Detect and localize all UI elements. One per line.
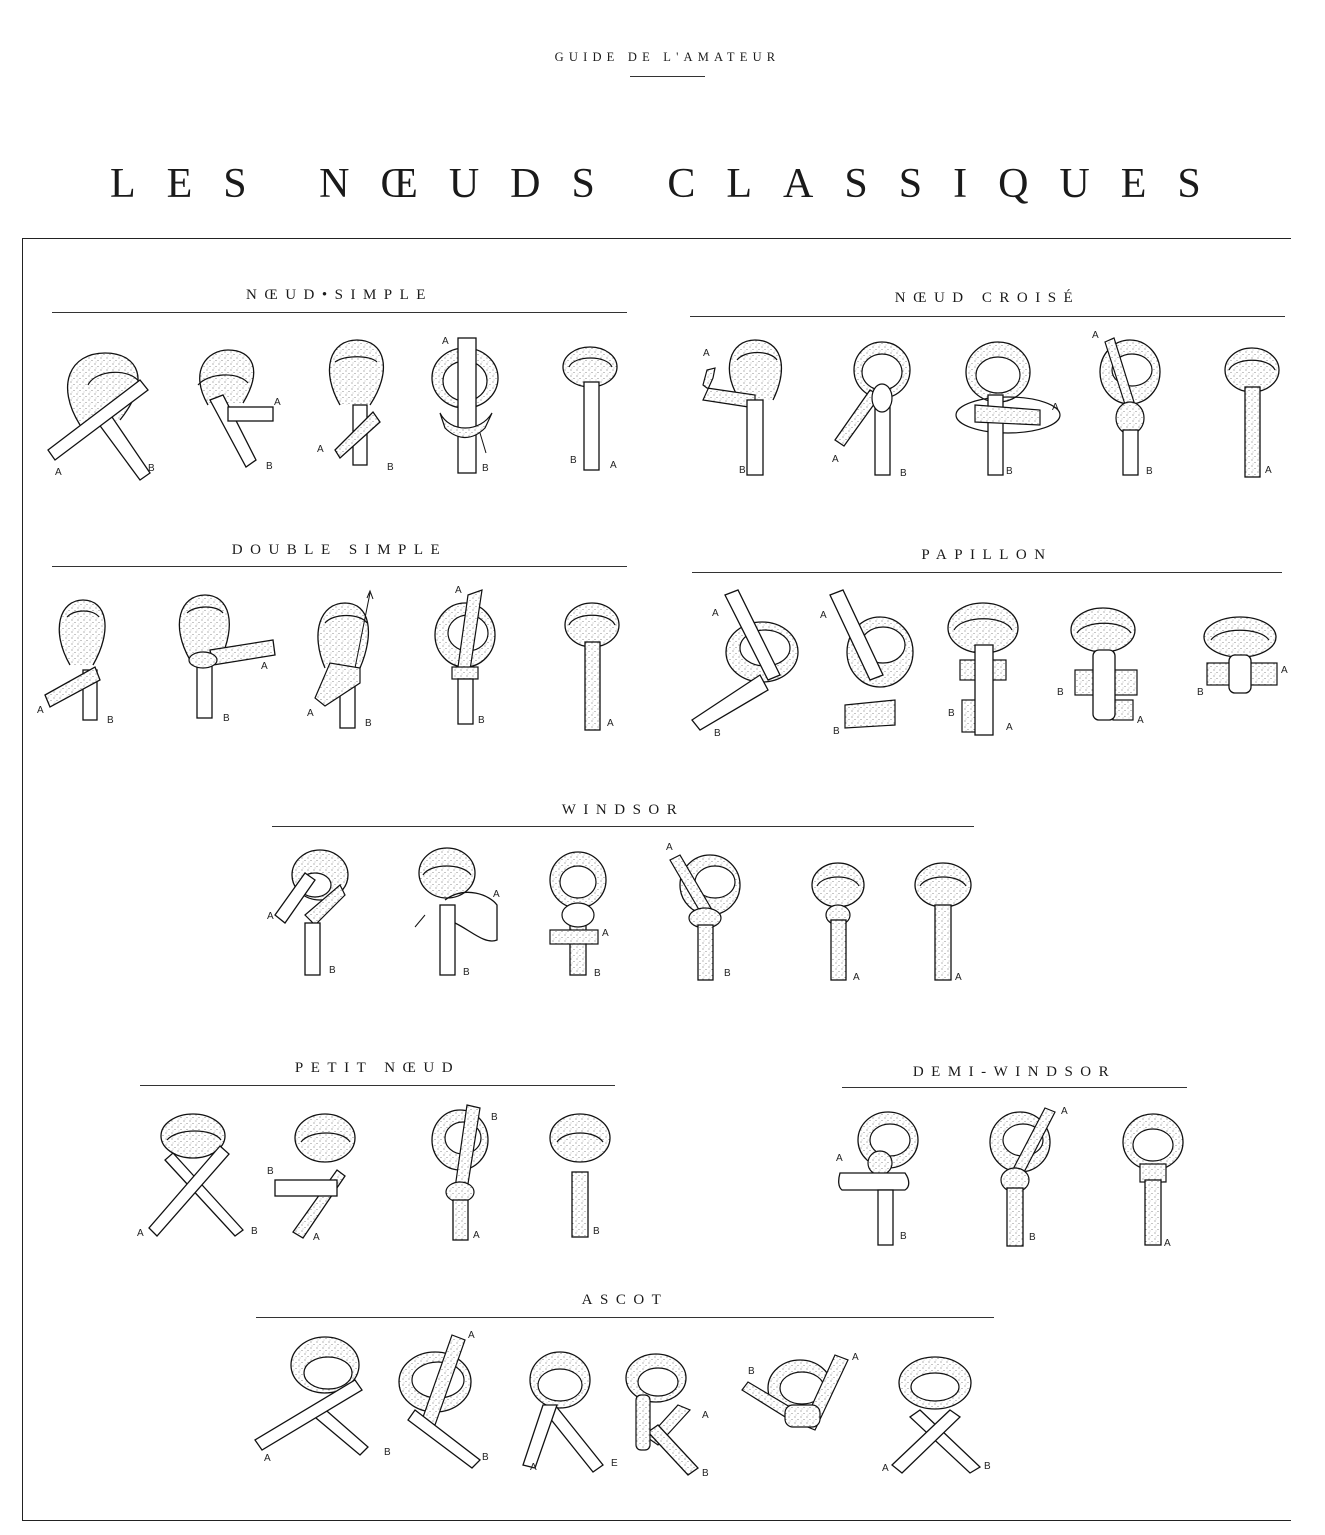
tie-diagram-ascot-step-1: A B [250, 1335, 390, 1465]
tie-diagram-papillon-step-1: A B [690, 590, 810, 740]
tie-diagram-double-simple-step-5: A [555, 600, 635, 735]
tie-diagram-noeud-croise-step-3: A B [950, 330, 1070, 480]
tie-diagram-petit-noeud-step-2: B A [265, 1110, 365, 1245]
tie-diagram-double-simple-step-1: A B [35, 595, 125, 725]
tie-diagram-windsor-step-4: A B [660, 840, 750, 985]
page-kicker: GUIDE DE L'AMATEUR [554, 50, 781, 64]
section-rule [52, 312, 627, 313]
tie-diagram-windsor-step-1: A B [265, 845, 355, 980]
page-title: LES NŒUDS CLASSIQUES [110, 161, 1232, 208]
tie-diagram-ascot-step-5: B A [740, 1350, 860, 1450]
tie-diagram-double-simple-step-4: A B [430, 585, 510, 730]
tie-diagram-papillon-step-3: B A [940, 600, 1030, 740]
tie-diagram-windsor-step-2: A B [405, 845, 510, 980]
kicker-underline [630, 76, 705, 77]
tie-diagram-noeud-croise-step-1: A B [695, 340, 805, 480]
tie-diagram-noeud-simple-step-1: A B [40, 345, 160, 485]
tie-diagram-double-simple-step-3: A B [305, 588, 395, 733]
tie-diagram-papillon-step-4: B A [1055, 605, 1155, 735]
tie-diagram-petit-noeud-step-4: B [545, 1112, 625, 1242]
section-title-demi-windsor: DEMI-WINDSOR [912, 1064, 1117, 1080]
section-rule [52, 566, 627, 567]
section-title-ascot: ASCOT [581, 1292, 669, 1308]
section-rule [140, 1085, 615, 1086]
tie-diagram-petit-noeud-step-1: A B [135, 1108, 265, 1243]
tie-diagram-noeud-simple-step-4: A B [420, 333, 510, 478]
tie-diagram-noeud-simple-step-5: B A [552, 345, 632, 475]
tie-diagram-windsor-step-3: A B [540, 850, 630, 980]
section-title-windsor: WINDSOR [561, 802, 685, 818]
tie-diagram-papillon-step-2: A B [815, 590, 925, 740]
tie-diagram-windsor-step-6: A [905, 860, 985, 985]
tie-diagram-noeud-simple-step-2: A B [188, 345, 288, 475]
tie-diagram-demi-windsor-step-1: A B [830, 1105, 930, 1250]
section-title-petit-noeud: PETIT NŒUD [294, 1060, 461, 1076]
section-rule [272, 826, 974, 827]
tie-diagram-noeud-croise-step-4: A B [1090, 330, 1180, 480]
tie-diagram-noeud-simple-step-3: A B [315, 340, 405, 470]
tie-diagram-petit-noeud-step-3: B A [425, 1100, 515, 1245]
section-rule [842, 1087, 1187, 1088]
tie-diagram-windsor-step-5: A [805, 860, 885, 985]
section-title-noeud-croise: NŒUD CROISÉ [894, 290, 1081, 306]
tie-diagram-demi-windsor-step-2: A B [985, 1100, 1075, 1250]
tie-diagram-demi-windsor-step-3: A [1118, 1112, 1198, 1252]
section-title-noeud-simple: NŒUD•SIMPLE [246, 287, 433, 303]
tie-diagram-ascot-step-4: A B [618, 1350, 718, 1480]
section-rule [690, 316, 1285, 317]
section-title-papillon: PAPILLON [921, 547, 1053, 563]
tie-diagram-ascot-step-6: A B [880, 1355, 990, 1475]
section-title-double-simple: DOUBLE SIMPLE [231, 542, 448, 558]
tie-diagram-double-simple-step-2: A B [165, 595, 280, 725]
section-rule [692, 572, 1282, 573]
tie-diagram-noeud-croise-step-2: A B [830, 340, 920, 480]
tie-diagram-papillon-step-5: B A [1195, 615, 1290, 705]
tie-diagram-ascot-step-2: A B [390, 1330, 500, 1470]
tie-diagram-ascot-step-3: A E [515, 1350, 620, 1475]
section-rule [256, 1317, 994, 1318]
tie-diagram-noeud-croise-step-5: A [1215, 345, 1295, 480]
